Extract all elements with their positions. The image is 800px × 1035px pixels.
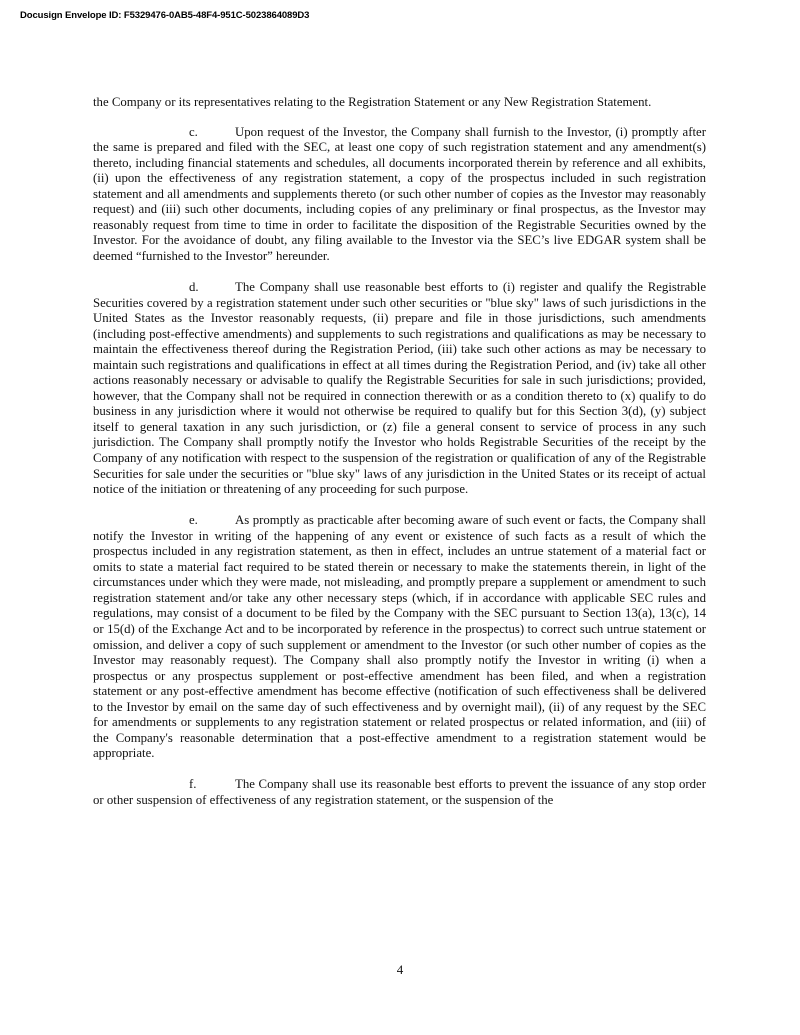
continuation-paragraph: the Company or its representatives relating to the Registration Statement or any New Registration Statement. <box>93 95 652 109</box>
paragraph-letter: d. <box>189 279 199 294</box>
paragraph-c <box>93 125 706 265</box>
paragraph-text: As promptly as practicable after becoming aware of such event or facts, the Company shall notify the Investor in writing of the happening of any event or existence of such facts as a result of which the prospectus included in any registration statement, as then in effect, includes an untrue statement of a material fact or omits to state a material fact required to be stated therein or necessary to make the statements therein, in light of the circumstances under which they were made, not misleading, and promptly prepare a supplement or amendment to such registration statement and/or take any other necessary steps (which, if in accordance with applicable SEC rules and regulations, may consist of a document to be filed by the Company with the SEC pursuant to Section 13(a), 13(c), 14 or 15(d) of the Exchange Act and to be incorporated by reference in the prospectus) to correct such untrue statement or omission, and deliver a copy of such supplement or amendment to the Investor (or such other number of copies as the Investor may reasonably request). The Company shall also promptly notify the Investor in writing (i) when a prospectus or any prospectus supplement or post-effective amendment has been filed, and when a registration statement or any post-effective amendment has become effective (notification of such effectiveness shall be delivered to the Investor by email on the same day of such effectiveness and by overnight mail), (ii) of any request by the SEC for amendments or supplements to any registration statement or related prospectus or related information, and (iii) of the Company's reasonable determination that a post-effective amendment to a registration statement would be appropriate. <box>93 513 706 761</box>
page-number: 4 <box>396 962 404 977</box>
paragraph-text: The Company shall use its reasonable best efforts to prevent the issuance of any stop order or other suspension of effectiveness of any registration statement, or the suspension of the <box>93 777 706 807</box>
paragraph-f <box>93 777 706 808</box>
document-body <box>93 95 706 824</box>
paragraph-d <box>93 280 706 498</box>
paragraph-e <box>93 513 706 762</box>
paragraph-letter: e. <box>189 513 198 528</box>
paragraph-text: The Company shall use reasonable best efforts to (i) register and qualify the Registrable Securities covered by a registration statement under such other securities or "blue sky" laws of such jurisdictions in the United States as the Investor reasonably requests, (ii) prepare and file in those jurisdictions, such amendments (including post-effective amendments) and supplements to such registrations and qualifications as may be necessary to maintain the effectiveness thereof during the Registration Period, (iii) take such other actions as may be necessary to maintain such registrations and qualifications in effect at all times during the Registration Period, and (iv) take all other actions reasonably necessary or advisable to qualify the Registrable Securities for sale in such jurisdictions; provided, however, that the Company shall not be required in connection therewith or as a condition thereto to (x) qualify to do business in any jurisdiction where it would not otherwise be required to qualify but for this Section 3(d), (y) subject itself to general taxation in any such jurisdiction, or (z) file a general consent to service of process in any such jurisdiction. The Company shall promptly notify the Investor who holds Registrable Securities of the receipt by the Company of any notification with respect to the suspension of the registration or qualification of any of the Registrable Securities for sale under the securities or "blue sky" laws of any jurisdiction in the United States or its receipt of actual notice of the initiation or threatening of any proceeding for such purpose. <box>93 279 706 497</box>
paragraph-letter: c. <box>189 124 198 139</box>
docusign-envelope-id: Docusign Envelope ID: F5329476-0AB5-48F4-951C-5023864089D3 <box>20 10 310 21</box>
paragraph-letter: f. <box>189 777 197 792</box>
paragraph-text: Upon request of the Investor, the Company shall furnish to the Investor, (i) promptly after the same is prepared and filed with the SEC, at least one copy of such registration statement and any amendment(s) thereto, including financial statements and schedules, all documents incorporated therein by reference and all exhibits, (ii) upon the effectiveness of any registration statement, a copy of the prospectus included in such registration statement and all amendments and supplements thereto (or such other number of copies as the Investor may reasonably request) and (iii) such other documents, including copies of any preliminary or final prospectus, as the Investor may reasonably request from time to time in order to facilitate the disposition of the Registrable Securities owned by the Investor. For the avoidance of doubt, any filing available to the Investor via the SEC’s live EDGAR system shall be deemed “furnished to the Investor” hereunder. <box>93 124 706 263</box>
